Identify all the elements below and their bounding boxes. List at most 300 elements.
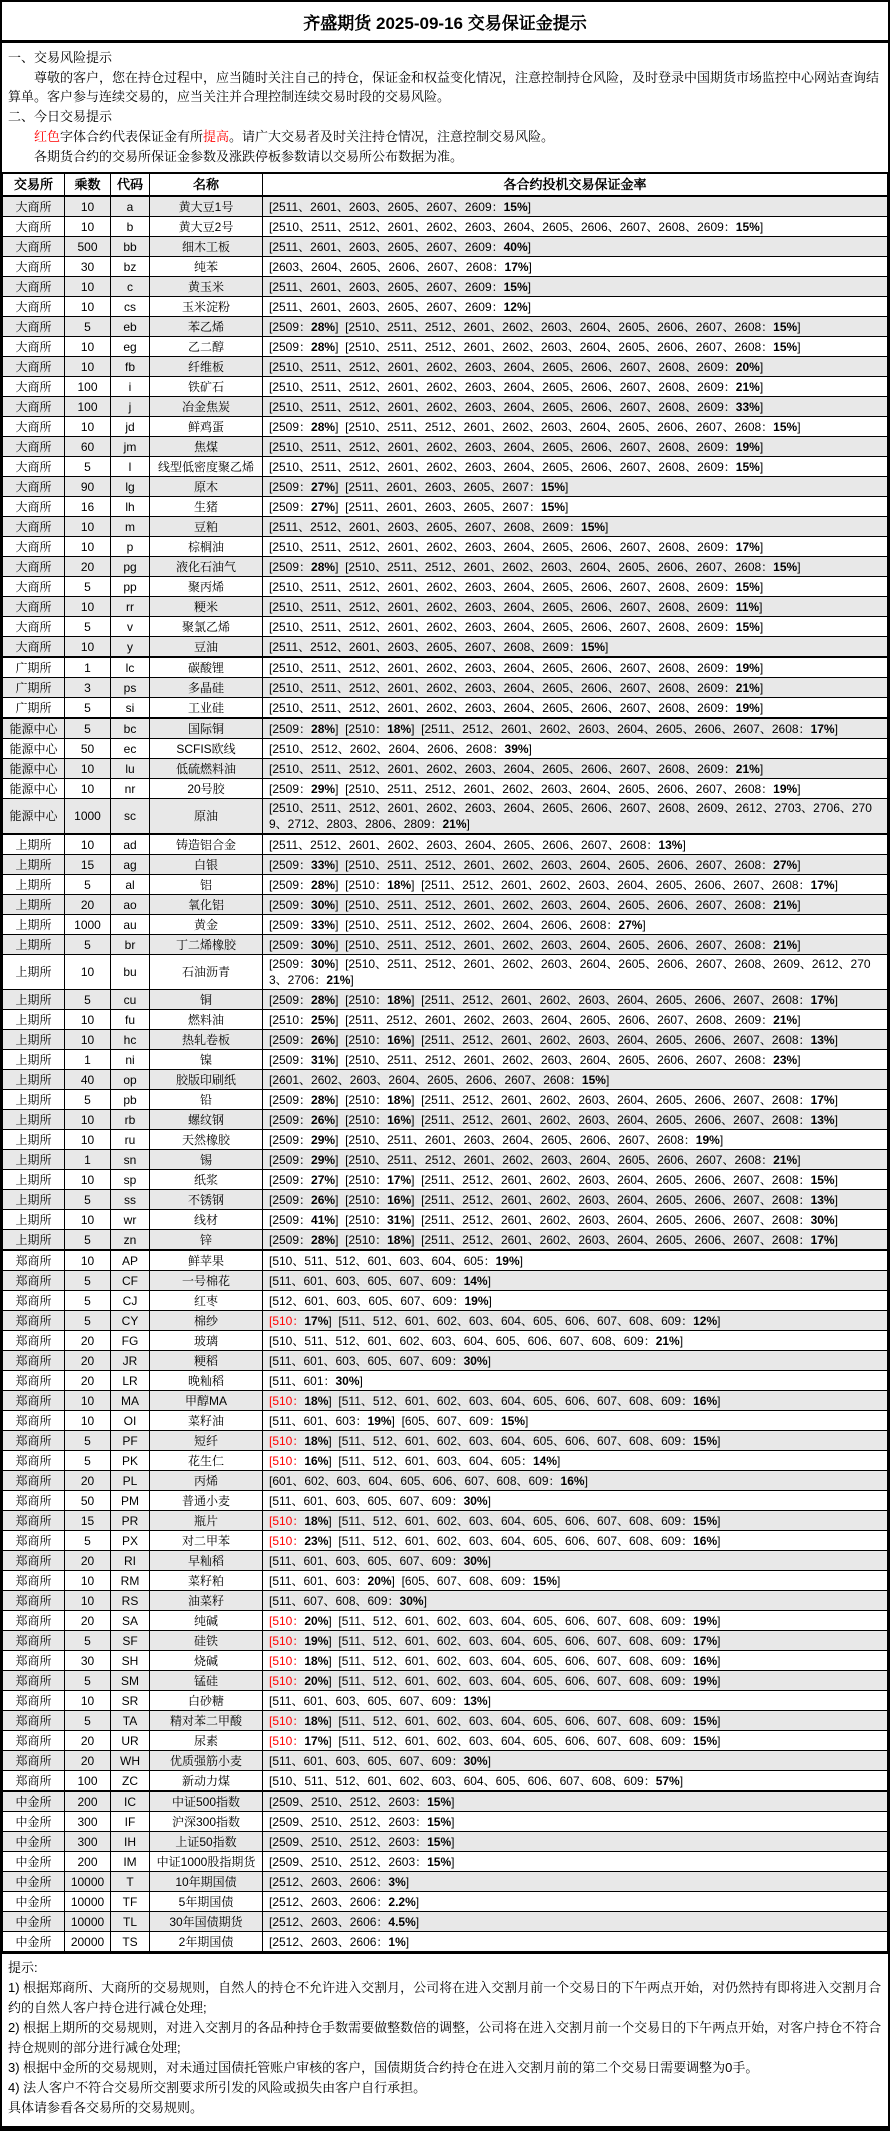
margin-rate-value: 16% (693, 1653, 718, 1668)
margin-rates-cell: [2509：31%] [2510、2511、2512、2601、2602、2603、2604、2605、2606、2607、2608：23%] (263, 1050, 888, 1070)
exchange-cell: 郑商所 (3, 1751, 65, 1771)
margin-rate-value: 30% (463, 1493, 488, 1508)
margin-rates-cell: [2509：28%] [2510：18%] [2511、2512、2601、2602、2603、2604、2605、2606、2607、2608：17%] (263, 1090, 888, 1110)
name-cell: 豆油 (150, 637, 263, 658)
contract-list: [2511、2512、2601、2602、2603、2604、2605、2606、2607、2608： (269, 837, 659, 852)
contract-list-raised: [510： (269, 1733, 305, 1748)
margin-rate-value: 15% (735, 219, 760, 234)
name-cell: 玉米淀粉 (150, 297, 263, 317)
table-row (3, 875, 888, 895)
margin-rate-value: 30% (399, 1593, 424, 1608)
contract-list: [2510： (345, 1112, 388, 1127)
contract-list: [2509、2510、2512、2603： (269, 1834, 428, 1849)
margin-rate-value: 16% (387, 1112, 412, 1127)
contract-list: [2510、2511、2512、2601、2602、2603、2604、2605、2606、2607、2608、2609： (269, 579, 736, 594)
multiplier-cell: 20 (65, 1551, 111, 1571)
code-cell: IC (111, 1791, 150, 1812)
table-row (3, 1511, 888, 1531)
contract-list: [2509： (269, 1152, 312, 1167)
margin-rates-cell: [2510、2511、2512、2601、2602、2603、2604、2605、2606、2607、2608、2609：21%] (263, 377, 888, 397)
margin-rate-value: 28% (311, 877, 336, 892)
note-text: 。请广大交易者及时关注持仓情况，注意控制交易风险。 (229, 129, 555, 144)
table-header-row (3, 173, 888, 196)
margin-rates-cell: [2509：30%] [2510、2511、2512、2601、2602、2603、2604、2605、2606、2607、2608：21%] (263, 935, 888, 955)
margin-rates-cell: [2511、2512、2601、2602、2603、2604、2605、2606、2607、2608：13%] (263, 834, 888, 855)
name-cell: 晚籼稻 (150, 1371, 263, 1391)
margin-rate-value: 17% (810, 992, 835, 1007)
multiplier-cell: 5 (65, 1671, 111, 1691)
code-cell: PL (111, 1471, 150, 1491)
margin-rate-value: 30% (810, 1212, 835, 1227)
multiplier-cell: 5 (65, 1531, 111, 1551)
code-cell: lg (111, 477, 150, 497)
table-row (3, 1451, 888, 1471)
footer-note: 1) 根据郑商所、大商所的交易规则，自然人的持仓不允许进入交割月，公司将在进入交割月前一个交易日的下午两点开始，对仍然持有即将进入交割月合约的自然人客户持仓进行减仓处理; (8, 1980, 882, 2015)
code-cell: T (111, 1872, 150, 1892)
name-cell: 原木 (150, 477, 263, 497)
contract-list: [2511、2512、2601、2602、2603、2604、2605、2606、2607、2608： (421, 721, 811, 736)
margin-rate-value: 15% (693, 1513, 718, 1528)
multiplier-cell: 500 (65, 237, 111, 257)
multiplier-cell: 10 (65, 1391, 111, 1411)
table-row (3, 1311, 888, 1331)
contract-list: [2511、2512、2601、2602、2603、2604、2605、2606、2607、2608： (421, 1192, 811, 1207)
name-cell: 液化石油气 (150, 557, 263, 577)
section2-heading: 二、今日交易提示 (8, 109, 113, 124)
contract-list-raised: [510： (269, 1713, 305, 1728)
name-cell: 纸浆 (150, 1170, 263, 1190)
table-row (3, 1912, 888, 1932)
multiplier-cell: 5 (65, 577, 111, 597)
name-cell: 天然橡胶 (150, 1130, 263, 1150)
margin-rate-value: 26% (311, 1032, 336, 1047)
code-cell: PR (111, 1511, 150, 1531)
code-cell: ss (111, 1190, 150, 1210)
margin-rates-cell: [512、601、603、605、607、609：19%] (263, 1291, 888, 1311)
margin-rate-value: 28% (311, 339, 336, 354)
margin-rate-value: 14% (463, 1273, 488, 1288)
exchange-cell: 大商所 (3, 577, 65, 597)
contract-list: [605、607、609： (401, 1413, 501, 1428)
contract-list: [2510、2511、2512、2601、2602、2603、2604、2605、2606、2607、2608、2609： (269, 379, 736, 394)
margin-rates-cell: [2512、2603、2606：2.2%] (263, 1892, 888, 1912)
contract-list: [2510、2511、2512、2601、2602、2603、2604、2605、2606、2607、2608、2609： (269, 761, 736, 776)
margin-rate-value: 17% (810, 1232, 835, 1247)
margin-rates-cell: [510：23%] [511、512、601、602、603、604、605、606、607、608、609：16%] (263, 1531, 888, 1551)
contract-list: [511、601、603： (269, 1573, 368, 1588)
exchange-cell: 郑商所 (3, 1271, 65, 1291)
name-cell: 精对苯二甲酸 (150, 1711, 263, 1731)
code-cell: c (111, 277, 150, 297)
margin-rate-value: 28% (311, 721, 336, 736)
multiplier-cell: 5 (65, 1451, 111, 1471)
margin-rate-value: 4.5% (388, 1914, 416, 1929)
exchange-cell: 大商所 (3, 437, 65, 457)
code-cell: bb (111, 237, 150, 257)
exchange-cell: 郑商所 (3, 1471, 65, 1491)
margin-rates-cell: [2509：28%] [2510：18%] [2511、2512、2601、2602、2603、2604、2605、2606、2607、2608：17%] (263, 1230, 888, 1251)
table-row (3, 1431, 888, 1451)
code-cell: LR (111, 1371, 150, 1391)
multiplier-cell: 10 (65, 779, 111, 799)
table-row (3, 377, 888, 397)
name-cell: 瓶片 (150, 1511, 263, 1531)
contract-list: [2510、2511、2512、2601、2602、2603、2604、2605、2606、2607、2608、2609： (269, 399, 736, 414)
contract-list: [511、512、601、602、603、604、605、606、607、608、609： (338, 1513, 694, 1528)
exchange-cell: 上期所 (3, 875, 65, 895)
footer-closing: 具体请参看各交易所的交易规则。 (8, 2100, 204, 2115)
name-cell: 烧碱 (150, 1651, 263, 1671)
exchange-cell: 郑商所 (3, 1571, 65, 1591)
margin-rate-value: 15% (503, 199, 528, 214)
contract-list: [2510、2512、2602、2604、2606、2608： (269, 741, 505, 756)
margin-rate-value: 16% (304, 1453, 329, 1468)
margin-rate-value: 27% (311, 479, 336, 494)
exchange-cell: 上期所 (3, 1010, 65, 1030)
exchange-cell: 广期所 (3, 657, 65, 678)
code-cell: bu (111, 955, 150, 990)
exchange-cell: 大商所 (3, 357, 65, 377)
code-cell: RM (111, 1571, 150, 1591)
exchange-cell: 中金所 (3, 1912, 65, 1932)
table-row (3, 1010, 888, 1030)
table-row (3, 1210, 888, 1230)
code-cell: ad (111, 834, 150, 855)
margin-rates-cell: [2511、2512、2601、2603、2605、2607、2608、2609：15%] (263, 517, 888, 537)
code-cell: TS (111, 1932, 150, 1952)
name-cell: 白银 (150, 855, 263, 875)
multiplier-cell: 5 (65, 317, 111, 337)
margin-rates-cell: [2603、2604、2605、2606、2607、2608：17%] (263, 257, 888, 277)
margin-rates-cell: [2509：28%] [2510、2511、2512、2601、2602、2603、2604、2605、2606、2607、2608：15%] (263, 317, 888, 337)
exchange-cell: 大商所 (3, 457, 65, 477)
table-row (3, 457, 888, 477)
code-cell: wr (111, 1210, 150, 1230)
code-cell: ag (111, 855, 150, 875)
table-row (3, 317, 888, 337)
margin-rates-cell: [2509：28%] [2510：18%] [2511、2512、2601、2602、2603、2604、2605、2606、2607、2608：17%] (263, 718, 888, 739)
footer-notes (2, 1952, 888, 2126)
table-row (3, 1130, 888, 1150)
exchange-cell: 大商所 (3, 617, 65, 637)
margin-rate-value: 33% (735, 399, 760, 414)
margin-rate-value: 20% (304, 1673, 329, 1688)
multiplier-cell: 5 (65, 1271, 111, 1291)
margin-rate-value: 30% (463, 1353, 488, 1368)
table-row (3, 537, 888, 557)
multiplier-cell: 30 (65, 1651, 111, 1671)
table-row (3, 1371, 888, 1391)
name-cell: 低硫燃料油 (150, 759, 263, 779)
contract-list: [2509： (269, 1232, 312, 1247)
name-cell: 2年期国债 (150, 1932, 263, 1952)
contract-list: [2511、2512、2601、2602、2603、2604、2605、2606、2607、2608、2609： (345, 1012, 774, 1027)
name-cell: 铸造铝合金 (150, 834, 263, 855)
margin-rate-value: 33% (311, 857, 336, 872)
contract-list: [2510、2511、2601、2603、2604、2605、2606、2607、2608： (345, 1132, 696, 1147)
multiplier-cell: 10 (65, 1130, 111, 1150)
contract-list: [2510： (345, 1032, 388, 1047)
margin-rate-value: 28% (311, 1092, 336, 1107)
name-cell: 镍 (150, 1050, 263, 1070)
code-cell: CY (111, 1311, 150, 1331)
margin-rate-value: 21% (735, 761, 760, 776)
margin-rate-value: 19% (695, 1132, 720, 1147)
contract-list-raised: [510： (269, 1433, 305, 1448)
exchange-cell: 中金所 (3, 1932, 65, 1952)
contract-list: [511、601、603、605、607、609： (269, 1553, 464, 1568)
exchange-cell: 上期所 (3, 935, 65, 955)
code-cell: m (111, 517, 150, 537)
contract-list: [2512、2603、2606： (269, 1914, 389, 1929)
contract-list: [2510： (345, 1192, 388, 1207)
exchange-cell: 上期所 (3, 990, 65, 1010)
contract-list: [2509： (269, 992, 312, 1007)
contract-list: [2510、2511、2512、2601、2602、2603、2604、2605、2606、2607、2608、2609： (269, 359, 736, 374)
margin-rate-value: 30% (311, 897, 336, 912)
margin-rate-value: 21% (655, 1333, 680, 1348)
name-cell: 工业硅 (150, 698, 263, 719)
contract-list: [510、511、512、601、602、603、604、605、606、607、608、609： (269, 1333, 656, 1348)
exchange-cell: 郑商所 (3, 1291, 65, 1311)
multiplier-cell: 90 (65, 477, 111, 497)
margin-rates-cell: [2509、2510、2512、2603：15%] (263, 1852, 888, 1872)
margin-rates-cell: [2509：27%] [2510：17%] [2511、2512、2601、2602、2603、2604、2605、2606、2607、2608：15%] (263, 1170, 888, 1190)
code-cell: fu (111, 1010, 150, 1030)
margin-rates-cell: [2509：41%] [2510：31%] [2511、2512、2601、2602、2603、2604、2605、2606、2607、2608：30%] (263, 1210, 888, 1230)
multiplier-cell: 10 (65, 417, 111, 437)
margin-rate-value: 19% (464, 1293, 489, 1308)
contract-list: [511、512、601、602、603、604、605、606、607、608、609： (338, 1433, 694, 1448)
multiplier-cell: 10 (65, 1210, 111, 1230)
multiplier-cell: 5 (65, 718, 111, 739)
table-row (3, 915, 888, 935)
margin-rates-cell: [511、601、603、605、607、609：30%] (263, 1351, 888, 1371)
code-cell: ao (111, 895, 150, 915)
contract-list: [510、511、512、601、602、603、604、605、606、607、608、609： (269, 1773, 656, 1788)
name-cell: 黄大豆1号 (150, 196, 263, 217)
multiplier-cell: 300 (65, 1812, 111, 1832)
multiplier-cell: 10 (65, 1010, 111, 1030)
name-cell: 菜籽油 (150, 1411, 263, 1431)
table-row (3, 1791, 888, 1812)
table-row (3, 799, 888, 835)
margin-rate-value: 27% (311, 1172, 336, 1187)
exchange-cell: 大商所 (3, 637, 65, 658)
code-cell: b (111, 217, 150, 237)
highlighted-text: 提高 (203, 129, 230, 144)
code-cell: MA (111, 1391, 150, 1411)
margin-rates-cell: [2509、2510、2512、2603：15%] (263, 1791, 888, 1812)
name-cell: 短纤 (150, 1431, 263, 1451)
contract-list: [2510、2511、2512、2602、2604、2606、2608： (345, 917, 619, 932)
table-row (3, 1691, 888, 1711)
contract-list: [2510、2511、2512、2601、2602、2603、2604、2605、2606、2607、2608、2609、2612、2703、2706、2709、2712、2803、2806、2809： (269, 801, 872, 831)
margin-rates-cell: [2509：28%] [2510、2511、2512、2601、2602、2603、2604、2605、2606、2607、2608：15%] (263, 417, 888, 437)
margin-rate-value: 15% (773, 419, 798, 434)
table-row (3, 1351, 888, 1371)
margin-rate-value: 15% (735, 619, 760, 634)
name-cell: 细木工板 (150, 237, 263, 257)
code-cell: ec (111, 739, 150, 759)
contract-list: [2511、2601、2603、2605、2607、2609： (269, 239, 504, 254)
multiplier-cell: 200 (65, 1852, 111, 1872)
margin-rates-cell: [2509：29%] [2510、2511、2601、2603、2604、2605、2606、2607、2608：19%] (263, 1130, 888, 1150)
margin-rates-cell: [2510、2511、2512、2601、2602、2603、2604、2605、2606、2607、2608、2609：33%] (263, 397, 888, 417)
margin-rate-value: 30% (463, 1553, 488, 1568)
margin-rate-value: 13% (810, 1192, 835, 1207)
exchange-cell: 郑商所 (3, 1331, 65, 1351)
exchange-cell: 上期所 (3, 1030, 65, 1050)
margin-rate-value: 17% (693, 1633, 718, 1648)
name-cell: 锡 (150, 1150, 263, 1170)
multiplier-cell: 5 (65, 1711, 111, 1731)
table-row (3, 1050, 888, 1070)
margin-rates-cell: [510：18%] [511、512、601、602、603、604、605、606、607、608、609：15%] (263, 1511, 888, 1531)
exchange-cell: 大商所 (3, 397, 65, 417)
margin-rate-value: 16% (560, 1473, 585, 1488)
table-row (3, 698, 888, 719)
margin-rate-value: 29% (311, 1152, 336, 1167)
contract-list: [2509、2510、2512、2603： (269, 1854, 428, 1869)
margin-rate-value: 15% (693, 1713, 718, 1728)
contract-list: [2509： (269, 781, 312, 796)
name-cell: SCFIS欧线 (150, 739, 263, 759)
exchange-cell: 能源中心 (3, 759, 65, 779)
exchange-cell: 郑商所 (3, 1671, 65, 1691)
exchange-cell: 上期所 (3, 915, 65, 935)
contract-list: [2509： (269, 877, 312, 892)
table-row (3, 1170, 888, 1190)
contract-list-raised: [510： (269, 1673, 305, 1688)
name-cell: 热轧卷板 (150, 1030, 263, 1050)
code-cell: ZC (111, 1771, 150, 1792)
margin-rate-value: 31% (387, 1212, 412, 1227)
multiplier-cell: 15 (65, 855, 111, 875)
margin-rates-cell: [2509、2510、2512、2603：15%] (263, 1812, 888, 1832)
margin-rate-value: 15% (810, 1172, 835, 1187)
contract-list: [2510、2511、2512、2601、2602、2603、2604、2605、2606、2607、2608、2609： (269, 619, 736, 634)
exchange-cell: 上期所 (3, 1170, 65, 1190)
multiplier-cell: 15 (65, 1511, 111, 1531)
exchange-cell: 上期所 (3, 1110, 65, 1130)
contract-list-raised: [510： (269, 1313, 305, 1328)
exchange-cell: 上期所 (3, 895, 65, 915)
table-row (3, 1110, 888, 1130)
page-title: 齐盛期货 2025-09-16 交易保证金提示 (2, 2, 888, 43)
margin-rates-cell: [2510、2511、2512、2601、2602、2603、2604、2605、2606、2607、2608、2609：11%] (263, 597, 888, 617)
contract-list: [2509： (269, 1032, 312, 1047)
exchange-cell: 上期所 (3, 1210, 65, 1230)
multiplier-cell: 40 (65, 1070, 111, 1090)
contract-list: [2511、2601、2603、2605、2607、2609： (269, 299, 504, 314)
contract-list: [511、601、603、605、607、609： (269, 1493, 464, 1508)
table-row (3, 217, 888, 237)
name-cell: 铜 (150, 990, 263, 1010)
name-cell: 30年国债期货 (150, 1912, 263, 1932)
margin-rate-value: 16% (387, 1032, 412, 1047)
code-cell: pp (111, 577, 150, 597)
name-cell: 苯乙烯 (150, 317, 263, 337)
multiplier-cell: 5 (65, 875, 111, 895)
margin-rate-value: 15% (427, 1794, 452, 1809)
contract-list: [2601、2602、2603、2604、2605、2606、2607、2608： (269, 1072, 582, 1087)
table-row (3, 1832, 888, 1852)
table-row (3, 1591, 888, 1611)
table-row (3, 597, 888, 617)
margin-rate-value: 30% (311, 957, 336, 971)
margin-rate-value: 18% (304, 1513, 329, 1528)
name-cell: 氧化铝 (150, 895, 263, 915)
multiplier-cell: 5 (65, 1230, 111, 1251)
code-cell: rr (111, 597, 150, 617)
exchange-cell: 大商所 (3, 317, 65, 337)
multiplier-cell: 10 (65, 1571, 111, 1591)
exchange-cell: 郑商所 (3, 1351, 65, 1371)
margin-rate-value: 26% (311, 1192, 336, 1207)
margin-rate-value: 15% (581, 1072, 606, 1087)
margin-rates-cell: [2511、2601、2603、2605、2607、2609：15%] (263, 277, 888, 297)
margin-rate-value: 18% (304, 1393, 329, 1408)
name-cell: 棉纱 (150, 1311, 263, 1331)
exchange-cell: 能源中心 (3, 739, 65, 759)
contract-list: [2512、2603、2606： (269, 1894, 389, 1909)
contract-list: [511、601、603、605、607、609： (269, 1273, 464, 1288)
contract-list: [2510、2511、2512、2601、2602、2603、2604、2605、2606、2607、2608： (345, 1052, 774, 1067)
margin-rate-value: 19% (735, 700, 760, 715)
name-cell: 中证1000股指期货 (150, 1852, 263, 1872)
margin-rate-value: 16% (387, 1192, 412, 1207)
exchange-cell: 大商所 (3, 297, 65, 317)
name-cell: 对二甲苯 (150, 1531, 263, 1551)
code-cell: bc (111, 718, 150, 739)
table-row (3, 357, 888, 377)
name-cell: 聚氯乙烯 (150, 617, 263, 637)
margin-rate-value: 18% (387, 992, 412, 1007)
margin-rate-value: 29% (311, 1132, 336, 1147)
name-cell: 黄金 (150, 915, 263, 935)
margin-rates-cell: [2509：30%] [2510、2511、2512、2601、2602、2603、2604、2605、2606、2607、2608：21%] (263, 895, 888, 915)
footer-note: 4) 法人客户不符合交易所交割要求所引发的风险或损失由客户自行承担。 (8, 2080, 427, 2095)
contract-list-raised: [510： (269, 1513, 305, 1528)
footer-note: 3) 根据中金所的交易规则，对未通过国债托管账户审核的客户，国债期货合约持仓在进入交割月前的第二个交易日需要调整为0手。 (8, 2060, 759, 2075)
margin-rate-value: 16% (693, 1393, 718, 1408)
margin-rates-cell: [2510：25%] [2511、2512、2601、2602、2603、2604、2605、2606、2607、2608、2609：21%] (263, 1010, 888, 1030)
margin-rates-cell: [2511、2601、2603、2605、2607、2609：12%] (263, 297, 888, 317)
exchange-cell: 郑商所 (3, 1431, 65, 1451)
name-cell: 多晶硅 (150, 678, 263, 698)
table-row (3, 1411, 888, 1431)
contract-list: [2510、2511、2512、2601、2602、2603、2604、2605、2606、2607、2608、2609： (269, 539, 736, 554)
margin-rate-value: 21% (735, 680, 760, 695)
exchange-cell: 郑商所 (3, 1451, 65, 1471)
contract-list: [2511、2512、2601、2602、2603、2604、2605、2606、2607、2608： (421, 1112, 811, 1127)
table-row (3, 935, 888, 955)
margin-rate-value: 19% (735, 660, 760, 675)
contract-list: [2510、2511、2512、2601、2602、2603、2604、2605、2606、2607、2608、2609： (269, 219, 736, 234)
exchange-cell: 郑商所 (3, 1711, 65, 1731)
multiplier-cell: 1 (65, 1050, 111, 1070)
multiplier-cell: 5 (65, 617, 111, 637)
margin-rate-value: 17% (810, 721, 835, 736)
margin-rate-value: 19% (693, 1613, 718, 1628)
multiplier-cell: 300 (65, 1832, 111, 1852)
table-row (3, 1531, 888, 1551)
exchange-cell: 上期所 (3, 855, 65, 875)
margin-rates-cell: [510：20%] [511、512、601、602、603、604、605、606、607、608、609：19%] (263, 1671, 888, 1691)
code-cell: SA (111, 1611, 150, 1631)
name-cell: 胶版印刷纸 (150, 1070, 263, 1090)
